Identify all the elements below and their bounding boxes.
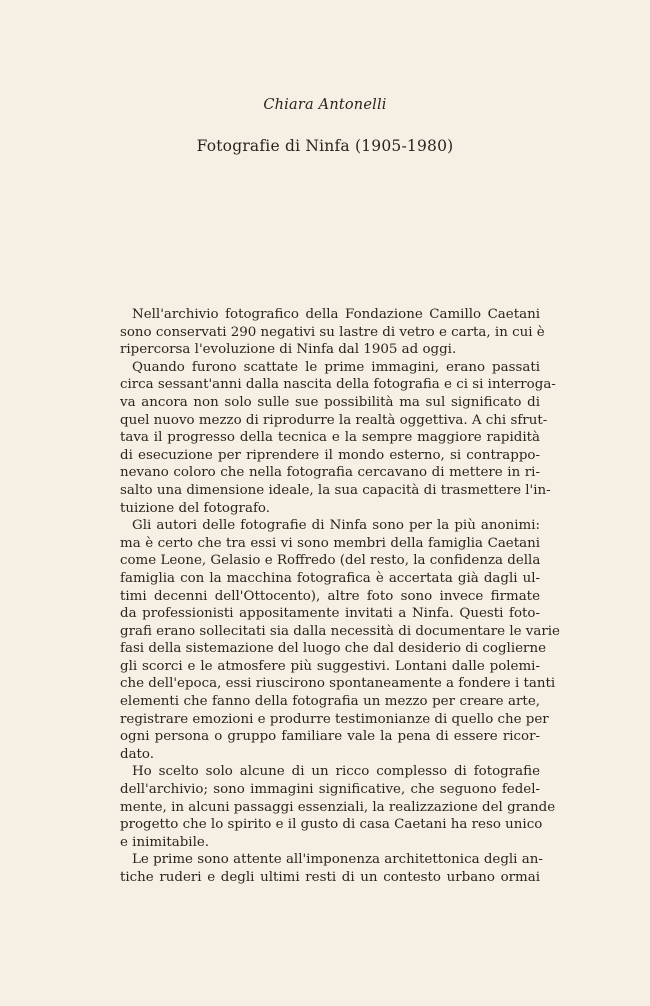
text-line: gli scorci e le atmosfere più suggestivi. Lontani dalle polemi- [120, 658, 540, 674]
text-line: Nell'archivio fotografico della Fondazione Camillo Caetani [132, 307, 540, 322]
text-line: ogni persona o gruppo familiare vale la pena di essere ricor- [120, 729, 540, 745]
text-line: elementi che fanno della fotografia un mezzo per creare arte, [120, 694, 540, 710]
text-line: mente, in alcuni passaggi essenziali, la realizzazione del grande [120, 799, 556, 815]
article-title: Fotografie di Ninfa (1905-1980) [196, 137, 454, 155]
text-line: di esecuzione per riprendere il mondo esterno, si contrappo- [120, 447, 540, 463]
text-line: grafi erano sollecitati sia dalla necessità di documentare le varie [120, 623, 560, 639]
text-line: che dell'epoca, essi riuscirono spontaneamente a fondere i tanti [120, 676, 556, 692]
text-line: ripercorsa l'evoluzione di Ninfa dal 1905 ad oggi. [120, 342, 457, 358]
text-line: circa sessant'anni dalla nascita della fotografia e ci si interroga- [120, 377, 556, 393]
text-line: e inimitabile. [120, 834, 210, 850]
text-line: Ho scelto solo alcune di un ricco complesso di fotografie [132, 764, 540, 780]
text-line: tiche ruderi e degli ultimi resti di un contesto urbano ormai [120, 870, 540, 885]
text-line: nevano coloro che nella fotografia cercavano di mettere in ri- [120, 465, 540, 481]
text-line: come Leone, Gelasio e Roffredo (del resto, la confidenza della [120, 553, 541, 569]
text-line: va ancora non solo sulle sue possibilità ma sul significato di [120, 394, 540, 410]
text-line: tava il progresso della tecnica e la sempre maggiore rapidità [120, 430, 540, 446]
author-name: Chiara Antonelli [263, 97, 387, 113]
text-line: famiglia con la macchina fotografica è accertata già dagli ul- [120, 570, 540, 586]
text-line: Gli autori delle fotografie di Ninfa sono per la più anonimi: [132, 518, 540, 534]
text-line: ma è certo che tra essi vi sono membri della famiglia Caetani [120, 535, 540, 551]
text-line: timi decenni dell'Ottocento), altre foto sono invece firmate [120, 588, 540, 604]
text-line: tuizione del fotografo. [120, 500, 270, 516]
text-line: da professionisti appositamente invitati a Ninfa. Questi foto- [120, 606, 540, 622]
text-line: salto una dimensione ideale, la sua capacità di trasmettere l'in- [120, 482, 551, 498]
text-line: Quando furono scattate le prime immagini, erano passati [132, 359, 540, 375]
text-line: registrare emozioni e produrre testimonianze di quello che per [120, 711, 549, 727]
text-line: sono conservati 290 negativi su lastre di vetro e carta, in cui è [120, 324, 545, 340]
body-text [120, 306, 560, 887]
text-line: quel nuovo mezzo di riprodurre la realtà oggettiva. A chi sfrut- [120, 412, 548, 428]
text-line: Le prime sono attente all'imponenza architettonica degli an- [132, 852, 543, 868]
text-line: progetto che lo spirito e il gusto di casa Caetani ha reso unico [120, 817, 543, 833]
text-line: dell'archivio; sono immagini significative, che seguono fedel- [120, 782, 540, 798]
text-line: fasi della sistemazione del luogo che dal desiderio di coglierne [120, 641, 546, 657]
text-line: dato. [120, 746, 155, 762]
